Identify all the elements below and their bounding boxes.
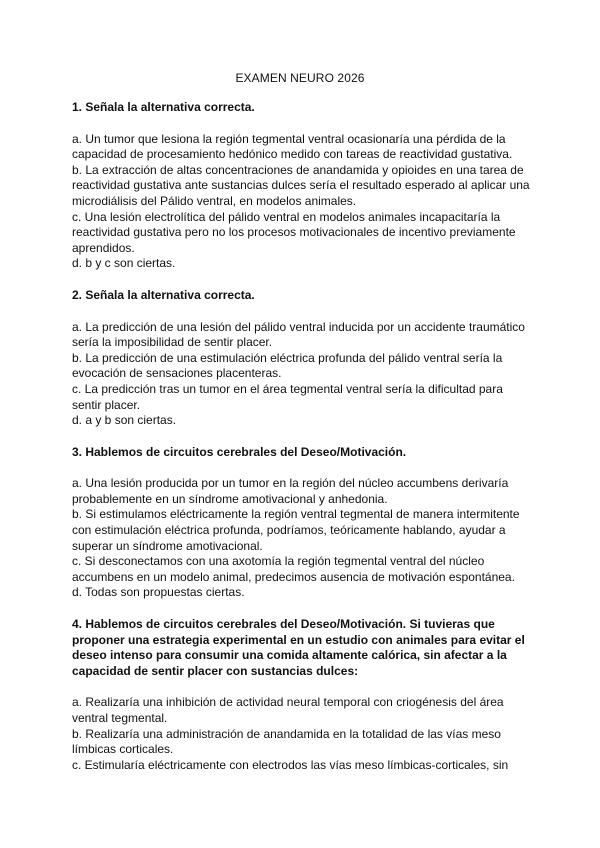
option-c: c. Una lesión electrolítica del pálido ventral en modelos animales incapacitaría la reactividad gustativa pero no los procesos motivacionales de incentivo previamente aprendidos. [72,209,516,255]
question-title: 4. Hablemos de circuitos cerebrales del Deseo/Motivación. Si tuvieras que proponer una estrategia experimental en un estudio con animales para evitar el deseo intenso para consumir una comida altamente calórica, sin afectar a la capacidad de sentir placer con sustancias dulces: [72,617,525,678]
question-3 [72,445,532,601]
option-d: d. Todas son propuestas ciertas. [72,585,245,600]
option-d: d. b y c son ciertas. [72,256,176,271]
questions-container [72,100,532,773]
question-2 [72,288,532,429]
option-b: b. La extracción de altas concentraciones de anandamida y opioides en una tarea de reactividad gustativa ante sustancias dulces sería el resultado esperado al aplicar una microdiálisis del Pálido ventral, en modelos animales. [72,162,530,208]
option-a: a. Un tumor que lesiona la región tegmental ventral ocasionaría una pérdida de la capacidad de procesamiento hedónico medido con tareas de reactividad gustativa. [72,131,513,162]
question-4 [72,617,532,773]
exam-title: EXAMEN NEURO 2026 [235,71,365,85]
question-title: 3. Hablemos de circuitos cerebrales del Deseo/Motivación. [72,444,407,459]
option-d: d. a y b son ciertas. [72,413,177,428]
option-b: b. Realizaría una administración de anandamida en la totalidad de las vías meso límbicas corticales. [72,726,501,757]
question-1 [72,100,532,272]
option-b: b. Si estimulamos eléctricamente la región ventral tegmental de manera intermitente con estimulación eléctrica profunda, podríamos, teóricamente hablando, ayudar a superar un síndrome amotivacional. [72,507,520,553]
question-title: 2. Señala la alternativa correcta. [72,287,255,302]
option-b: b. La predicción de una estimulación eléctrica profunda del pálido ventral sería la evocación de sensaciones placenteras. [72,350,503,381]
option-a: a. La predicción de una lesión del pálido ventral inducida por un accidente traumático sería la imposibilidad de sentir placer. [72,319,525,350]
option-a: a. Realizaría una inhibición de actividad neural temporal con criogénesis del área ventral tegmental. [72,695,504,725]
question-title: 1. Señala la alternativa correcta. [72,100,255,114]
option-a: a. Una lesión producida por un tumor en la región del núcleo accumbens derivaría probablemente en un síndrome amotivacional y anhedonia. [72,476,509,506]
option-c: c. La predicción tras un tumor en el área tegmental ventral sería la dificultad para sentir placer. [72,381,503,412]
option-c: c. Estimularía eléctricamente con electrodos las vías meso límbicas-corticales, sin [72,757,509,772]
option-c: c. Si desconectamos con una axotomía la región tegmental ventral del núcleo accumbens en un modelo animal, predecimos ausencia de motivación espontánea. [72,554,515,584]
